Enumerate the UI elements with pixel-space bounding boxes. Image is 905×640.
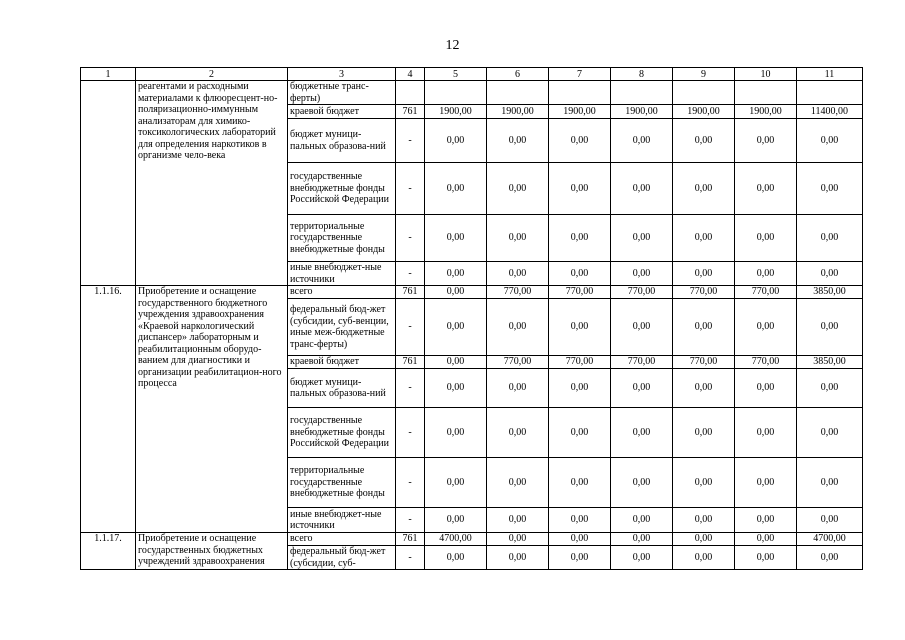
funding-source: краевой бюджет <box>288 105 396 119</box>
value-cell: 0,00 <box>549 163 611 215</box>
value-cell: 0,00 <box>611 546 673 570</box>
value-cell: 770,00 <box>487 356 549 369</box>
grbs-code: - <box>396 458 425 508</box>
grbs-code: - <box>396 163 425 215</box>
value-cell: 1900,00 <box>425 105 487 119</box>
value-cell: 0,00 <box>425 286 487 299</box>
value-cell: 11400,00 <box>797 105 863 119</box>
grbs-code: - <box>396 299 425 356</box>
value-cell: 0,00 <box>797 508 863 533</box>
value-cell: 1900,00 <box>735 105 797 119</box>
grbs-code: 761 <box>396 105 425 119</box>
value-cell: 0,00 <box>735 546 797 570</box>
header-cell: 10 <box>735 68 797 81</box>
value-cell: 0,00 <box>735 163 797 215</box>
header-cell: 1 <box>81 68 136 81</box>
value-cell: 0,00 <box>425 163 487 215</box>
value-cell: 0,00 <box>549 458 611 508</box>
value-cell: 0,00 <box>549 299 611 356</box>
page-number: 12 <box>445 38 460 53</box>
header-cell: 2 <box>136 68 288 81</box>
value-cell: 0,00 <box>611 119 673 163</box>
value-cell: 0,00 <box>735 458 797 508</box>
value-cell: 0,00 <box>673 458 735 508</box>
row-name: реагентами и расходными материалами к флюоресцент-но-поляризационно-иммунным анализаторам для химико-токсикологических лабораторий для определения наркотиков в организме чело-века <box>136 81 288 286</box>
value-cell: 3850,00 <box>797 356 863 369</box>
value-cell <box>735 81 797 105</box>
value-cell: 0,00 <box>797 215 863 262</box>
header-cell: 5 <box>425 68 487 81</box>
value-cell: 0,00 <box>611 369 673 408</box>
value-cell <box>425 81 487 105</box>
value-cell: 770,00 <box>673 286 735 299</box>
funding-source: территориальные государственные внебюджетные фонды <box>288 458 396 508</box>
value-cell: 3850,00 <box>797 286 863 299</box>
value-cell: 0,00 <box>611 458 673 508</box>
value-cell: 0,00 <box>673 408 735 458</box>
value-cell: 0,00 <box>487 408 549 458</box>
value-cell: 0,00 <box>549 546 611 570</box>
value-cell: 0,00 <box>797 408 863 458</box>
value-cell: 0,00 <box>425 299 487 356</box>
funding-source: всего <box>288 286 396 299</box>
value-cell: 0,00 <box>487 262 549 286</box>
table-row <box>81 533 863 546</box>
value-cell: 0,00 <box>487 119 549 163</box>
value-cell: 0,00 <box>549 119 611 163</box>
value-cell: 0,00 <box>425 369 487 408</box>
budget-table <box>80 67 863 570</box>
value-cell: 0,00 <box>673 262 735 286</box>
value-cell: 0,00 <box>735 299 797 356</box>
value-cell: 0,00 <box>487 369 549 408</box>
funding-source: краевой бюджет <box>288 356 396 369</box>
funding-source: территориальные государственные внебюджетные фонды <box>288 215 396 262</box>
header-cell: 6 <box>487 68 549 81</box>
value-cell: 0,00 <box>425 458 487 508</box>
value-cell: 0,00 <box>425 408 487 458</box>
value-cell: 0,00 <box>425 119 487 163</box>
grbs-code: - <box>396 546 425 570</box>
grbs-code: 761 <box>396 286 425 299</box>
header-cell: 11 <box>797 68 863 81</box>
value-cell: 770,00 <box>549 286 611 299</box>
value-cell: 0,00 <box>611 408 673 458</box>
funding-source: бюджет муници-пальных образова-ний <box>288 119 396 163</box>
funding-source: бюджет муници-пальных образова-ний <box>288 369 396 408</box>
grbs-code: 761 <box>396 533 425 546</box>
value-cell: 770,00 <box>735 286 797 299</box>
value-cell: 0,00 <box>673 119 735 163</box>
value-cell: 0,00 <box>487 533 549 546</box>
value-cell: 0,00 <box>735 533 797 546</box>
value-cell: 1900,00 <box>673 105 735 119</box>
value-cell: 0,00 <box>797 458 863 508</box>
value-cell: 0,00 <box>425 546 487 570</box>
value-cell: 0,00 <box>797 163 863 215</box>
grbs-code <box>396 81 425 105</box>
value-cell: 0,00 <box>487 508 549 533</box>
row-code: 1.1.17. <box>81 533 136 570</box>
header-cell: 7 <box>549 68 611 81</box>
value-cell: 0,00 <box>549 215 611 262</box>
funding-source: государственные внебюджетные фонды Российской Федерации <box>288 163 396 215</box>
value-cell: 770,00 <box>549 356 611 369</box>
row-code <box>81 81 136 286</box>
grbs-code: - <box>396 408 425 458</box>
value-cell: 0,00 <box>487 215 549 262</box>
funding-source: государственные внебюджетные фонды Российской Федерации <box>288 408 396 458</box>
value-cell: 0,00 <box>487 458 549 508</box>
value-cell: 4700,00 <box>797 533 863 546</box>
value-cell: 0,00 <box>549 262 611 286</box>
funding-source: бюджетные транс-ферты) <box>288 81 396 105</box>
value-cell: 0,00 <box>487 299 549 356</box>
header-cell: 8 <box>611 68 673 81</box>
value-cell: 0,00 <box>735 408 797 458</box>
row-name: Приобретение и оснащение государственного бюджетного учреждения здравоохранения «Краевой наркологический диспансер» лабораторным и реабилитационным оборудо-ванием для диагностики и организации реабилитацион-ного процесса <box>136 286 288 533</box>
value-cell: 0,00 <box>425 215 487 262</box>
value-cell: 0,00 <box>735 262 797 286</box>
value-cell: 0,00 <box>673 369 735 408</box>
value-cell: 770,00 <box>611 286 673 299</box>
value-cell: 0,00 <box>673 163 735 215</box>
value-cell <box>611 81 673 105</box>
value-cell: 0,00 <box>611 508 673 533</box>
grbs-code: - <box>396 508 425 533</box>
header-cell: 9 <box>673 68 735 81</box>
funding-source: федеральный бюд-жет (субсидии, суб-венции, иные меж-бюджетные транс-ферты) <box>288 299 396 356</box>
value-cell <box>797 81 863 105</box>
value-cell: 0,00 <box>549 408 611 458</box>
value-cell: 1900,00 <box>611 105 673 119</box>
value-cell: 0,00 <box>797 262 863 286</box>
header-row <box>81 68 863 81</box>
value-cell: 770,00 <box>487 286 549 299</box>
value-cell: 0,00 <box>797 299 863 356</box>
value-cell: 0,00 <box>735 369 797 408</box>
value-cell: 0,00 <box>425 356 487 369</box>
value-cell: 0,00 <box>735 119 797 163</box>
grbs-code: - <box>396 119 425 163</box>
value-cell: 0,00 <box>611 163 673 215</box>
value-cell: 0,00 <box>549 533 611 546</box>
value-cell: 0,00 <box>735 215 797 262</box>
value-cell: 0,00 <box>673 299 735 356</box>
value-cell: 0,00 <box>611 215 673 262</box>
value-cell: 1900,00 <box>487 105 549 119</box>
value-cell: 0,00 <box>425 508 487 533</box>
header-cell: 4 <box>396 68 425 81</box>
value-cell: 1900,00 <box>549 105 611 119</box>
value-cell: 0,00 <box>673 508 735 533</box>
grbs-code: - <box>396 215 425 262</box>
value-cell: 0,00 <box>611 262 673 286</box>
value-cell: 770,00 <box>735 356 797 369</box>
value-cell: 0,00 <box>611 299 673 356</box>
value-cell: 0,00 <box>673 215 735 262</box>
value-cell: 0,00 <box>797 546 863 570</box>
value-cell: 0,00 <box>425 262 487 286</box>
grbs-code: - <box>396 262 425 286</box>
value-cell <box>673 81 735 105</box>
table-row <box>81 81 863 105</box>
value-cell <box>487 81 549 105</box>
value-cell <box>549 81 611 105</box>
value-cell: 0,00 <box>797 119 863 163</box>
value-cell: 0,00 <box>487 546 549 570</box>
table-row <box>81 286 863 299</box>
value-cell: 0,00 <box>673 533 735 546</box>
row-code: 1.1.16. <box>81 286 136 533</box>
value-cell: 770,00 <box>673 356 735 369</box>
value-cell: 0,00 <box>673 546 735 570</box>
grbs-code: 761 <box>396 356 425 369</box>
funding-source: иные внебюджет-ные источники <box>288 508 396 533</box>
value-cell: 0,00 <box>735 508 797 533</box>
value-cell: 4700,00 <box>425 533 487 546</box>
funding-source: всего <box>288 533 396 546</box>
row-name: Приобретение и оснащение государственных бюджетных учреждений здравоохранения <box>136 533 288 570</box>
grbs-code: - <box>396 369 425 408</box>
funding-source: федеральный бюд-жет (субсидии, суб- <box>288 546 396 570</box>
value-cell: 0,00 <box>549 369 611 408</box>
value-cell: 770,00 <box>611 356 673 369</box>
funding-source: иные внебюджет-ные источники <box>288 262 396 286</box>
value-cell: 0,00 <box>487 163 549 215</box>
value-cell: 0,00 <box>549 508 611 533</box>
value-cell: 0,00 <box>611 533 673 546</box>
value-cell: 0,00 <box>797 369 863 408</box>
header-cell: 3 <box>288 68 396 81</box>
